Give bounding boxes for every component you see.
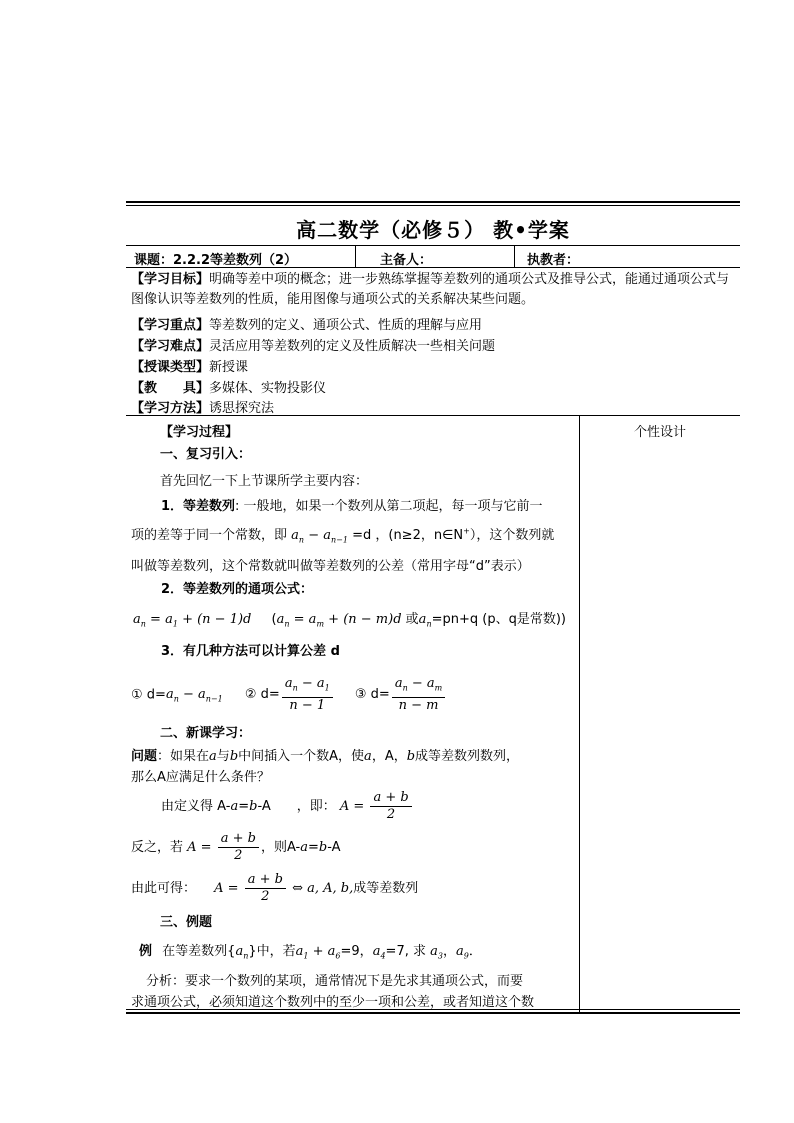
question-text: ，A， bbox=[371, 749, 407, 764]
formula-an-minus-an1: $a_n - a_{n-1}$ bbox=[291, 528, 348, 545]
info-text: 诱思探究法 bbox=[209, 401, 275, 416]
method-3-label: ③ d= bbox=[354, 687, 390, 703]
process-heading: 【学习过程】 bbox=[160, 425, 239, 440]
info-text: 多媒体、实物投影仪 bbox=[209, 381, 327, 396]
formula-A-mean: A = $\frac{a + b}{2}$ bbox=[340, 799, 414, 814]
info-text: 等差数列的定义、通项公式、性质的理解与应用 bbox=[209, 318, 483, 333]
methods-line bbox=[131, 676, 447, 714]
general-formula-heading: 2．等差数列的通项公式： bbox=[161, 582, 314, 597]
info-method bbox=[131, 397, 274, 416]
definition-derivation: 由定义得 A-a=b-A ，即： A = $\frac{a + b}{2}$ bbox=[131, 790, 414, 823]
question-text: 成等差数列数列， bbox=[415, 749, 520, 764]
conclusion-text: 成等差数列 bbox=[353, 881, 419, 896]
converse-text: = bbox=[308, 840, 319, 855]
example-text: 在等差数列{ bbox=[162, 944, 236, 959]
general-formula-line: $a_n = a_1 + (n - 1)d$ ($a_n = a_m + (n - m)d$ 或$a_n=pn+q$ (p、q是常数)) bbox=[133, 612, 566, 629]
question-line-2: 那么A应满足什么条件？ bbox=[131, 770, 270, 785]
method-2-formula: $\frac{a_n - a_1}{n - 1}$ bbox=[282, 676, 333, 714]
methods-heading: 3．有几种方法可以计算公差 d bbox=[161, 644, 340, 659]
formula-an: $a_n$ bbox=[418, 612, 432, 629]
recall-text: 首先回忆一下上节课所学主要内容： bbox=[160, 474, 369, 489]
info-difficulty bbox=[131, 335, 495, 354]
info-text: 明确等差中项的概念；进一步熟练掌握等差数列的通项公式及推导公式，能通过通项公式与图像认识等差数列的性质，能用图像与通项公式的关系解决某些问题。 bbox=[131, 272, 730, 307]
lesson-topic: 课题：2.2.2等差数列（2） bbox=[134, 253, 298, 268]
info-label: 【学习方法】 bbox=[131, 401, 210, 416]
bottom-rule-thick bbox=[126, 1012, 740, 1014]
derivation-text: = bbox=[238, 799, 250, 814]
info-text: 灵活应用等差数列的定义及性质解决一些相关问题 bbox=[209, 339, 496, 354]
top-rule-thick bbox=[126, 201, 740, 203]
definition-line-3: 叫做等差数列，这个常数就叫做等差数列的公差（常用字母“d”表示） bbox=[131, 559, 530, 574]
info-key-point bbox=[131, 314, 482, 333]
page-title: 高二数学（必修５） 教•学案 bbox=[296, 218, 570, 242]
formula-equivalence: A = $\frac{a + b}{2}$ ⇔ a, A, b, bbox=[214, 872, 354, 904]
method-2-label: ② d= bbox=[244, 687, 280, 703]
planner-label: 主备人： bbox=[380, 253, 433, 268]
title-bottom-rule bbox=[126, 245, 740, 246]
top-rule-thin bbox=[126, 205, 740, 206]
info-label: 【学习难点】 bbox=[131, 339, 210, 354]
analysis-line-1 bbox=[131, 970, 523, 989]
formula-linear: =pn+q (p、q是常数)) bbox=[431, 612, 566, 627]
method-1-label: ① d= bbox=[131, 687, 166, 703]
header-divider-2 bbox=[514, 245, 515, 268]
info-teaching-aids bbox=[131, 377, 326, 396]
info-text: 新授课 bbox=[209, 360, 249, 375]
example-label: 例 bbox=[139, 944, 153, 959]
question-text: ：如果在 bbox=[157, 749, 210, 764]
info-label: 【授课类型】 bbox=[131, 360, 210, 375]
info-objective bbox=[131, 270, 736, 310]
example-text: ． bbox=[468, 944, 482, 959]
section-examples-heading: 三、例题 bbox=[160, 915, 213, 930]
definition-line-1 bbox=[131, 495, 543, 514]
formula-A-mean: A = $\frac{a + b}{2}$ bbox=[187, 840, 261, 855]
definition-line-2: 项的差等于同一个常数，即 $a_n - a_{n-1} =d$ ，(n≥2，n∈N+），这个数列就 bbox=[131, 526, 555, 545]
analysis-text: 分析：要求一个数列的某项，通常情况下是先求其通项公式，而要 bbox=[146, 974, 524, 989]
example-text: =7, 求 bbox=[385, 944, 426, 959]
question-text: 与 bbox=[216, 749, 230, 764]
question-line-1: 问题：如果在a与b中间插入一个数A，使a，A，b成等差数列数列， bbox=[131, 749, 520, 764]
converse-line: 反之，若 A = $\frac{a + b}{2}$ ，则A-a=b-A bbox=[131, 831, 341, 863]
conclusion-line bbox=[131, 872, 418, 905]
info-label: 【教 具】 bbox=[131, 381, 210, 396]
example-text: }中，若 bbox=[248, 944, 296, 959]
definition-text: 项的差等于同一个常数，即 bbox=[131, 528, 288, 543]
section-review-heading: 一、复习引入： bbox=[160, 447, 252, 462]
formula-general-term-m: $a_n = a_m + (n - m)d$ bbox=[276, 612, 402, 629]
example-text: ， bbox=[442, 944, 456, 959]
header-divider-1 bbox=[355, 245, 356, 268]
column-divider bbox=[579, 415, 580, 1012]
info-lesson-type bbox=[131, 356, 248, 375]
definition-text: : 一般地，如果一个数列从第二项起，每一项与它前一 bbox=[235, 499, 543, 514]
derivation-text: -A ，即： bbox=[257, 799, 336, 814]
definition-text: ），这个数列就 bbox=[469, 528, 555, 543]
formula-or: 或 bbox=[405, 612, 419, 627]
question-text: 中间插入一个数A，使 bbox=[238, 749, 365, 764]
formula-general-term: $a_n = a_1 + (n - 1)d$ bbox=[133, 612, 252, 629]
converse-text: ，则A- bbox=[260, 840, 301, 855]
definition-text: =d ，(n≥2，n∈N bbox=[352, 528, 464, 543]
teacher-label: 执教者： bbox=[527, 253, 580, 268]
derivation-text: 由定义得 A- bbox=[161, 799, 231, 814]
personal-design-heading: 个性设计 bbox=[633, 425, 686, 440]
section-new-lesson-heading: 二、新课学习： bbox=[160, 726, 252, 741]
method-3-formula: $\frac{a_n - a_m}{n - m}$ bbox=[392, 676, 445, 714]
question-label: 问题 bbox=[131, 749, 158, 764]
converse-text: 反之，若 bbox=[131, 840, 184, 855]
example-line: 例 在等差数列$\{a_n\}$中，若$a_1 + a_6=9$，$a_4=7$, 求 $a_3$，$a_9$． bbox=[139, 944, 482, 961]
info-label: 【学习目标】 bbox=[131, 272, 210, 287]
converse-text: -A bbox=[327, 840, 341, 855]
method-1-formula: $a_n - a_{n-1}$ bbox=[165, 687, 223, 704]
analysis-line-2: 求通项公式，必须知道这个数列中的至少一项和公差，或者知道这个数 bbox=[131, 995, 535, 1010]
info-label: 【学习重点】 bbox=[131, 318, 210, 333]
definition-label: 1．等差数列 bbox=[161, 499, 236, 514]
example-text: =9， bbox=[340, 944, 373, 959]
conclusion-text: 由此可得： bbox=[131, 881, 197, 896]
